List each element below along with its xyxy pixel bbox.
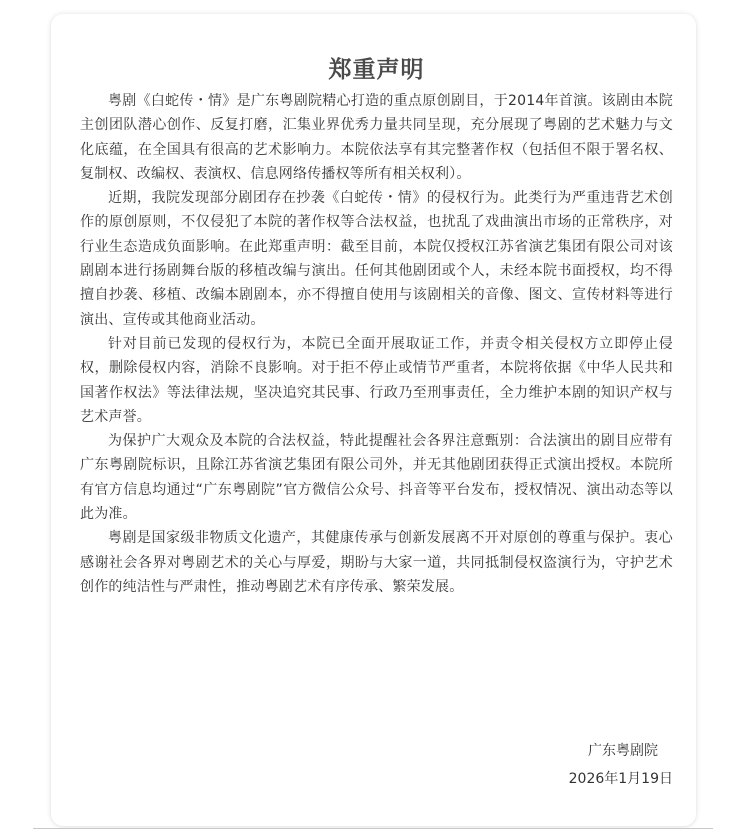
page-title: 郑重声明 (328, 57, 425, 83)
statement-card (51, 14, 696, 826)
paragraph-2: 近期，我院发现部分剧团存在抄袭《白蛇传・情》的侵权行为。此类行为严重违背艺术创作的原创原则，不仅侵犯了本院的著作权等合法权益，也扰乱了戏曲演出市场的正常秩序，对行业生态造成负面影响。在此郑重声明：截至目前，本院仅授权江苏省演艺集团有限公司对该剧剧本进行扬剧舞台版的移植改编与演出。任何其他剧团或个人，未经本院书面授权，均不得擅自抄袭、移植、改编本剧剧本，亦不得擅自使用与该剧相关的音像、图文、宣传材料等进行演出、宣传或其他商业活动。 (80, 190, 673, 328)
paragraph-1: 粤剧《白蛇传・情》是广东粤剧院精心打造的重点原创剧目，于2014年首演。该剧由本院主创团队潜心创作、反复打磨，汇集业界优秀力量共同呈现，充分展现了粤剧的艺术魅力与文化底蕴，在全国具有很高的艺术影响力。本院依法享有其完整著作权（包括但不限于署名权、复制权、改编权、表演权、信息网络传播权等所有相关权利）。 (80, 93, 673, 182)
signature-date: 2026年1月19日 (568, 771, 673, 787)
statement-body (80, 89, 673, 599)
paragraph-4: 为保护广大观众及本院的合法权益，特此提醒社会各界注意甄别：合法演出的剧目应带有广东粤剧院标识，且除江苏省演艺集团有限公司外，并无其他剧团获得正式演出授权。本院所有官方信息均通过“广东粤剧院”官方微信公众号、抖音等平台发布，授权情况、演出动态等以此为准。 (80, 433, 673, 523)
signature-organization: 广东粤剧院 (588, 743, 658, 759)
paragraph-3: 针对目前已发现的侵权行为，本院已全面开展取证工作，并责令相关侵权方立即停止侵权，删除侵权内容，消除不良影响。对于拒不停止或情节严重者，本院将依据《中华人民共和国著作权法》等法律法规，坚决追究其民事、行政乃至刑事责任，全力维护本剧的知识产权与艺术声誉。 (80, 335, 673, 425)
paragraph-5: 粤剧是国家级非物质文化遗产，其健康传承与创新发展离不开对原创的尊重与保护。衷心感谢社会各界对粤剧艺术的关心与厚爱，期盼与大家一道，共同抵制侵权盗演行为，守护艺术创作的纯洁性与严肃性，推动粤剧艺术有序传承、繁荣发展。 (80, 530, 673, 595)
